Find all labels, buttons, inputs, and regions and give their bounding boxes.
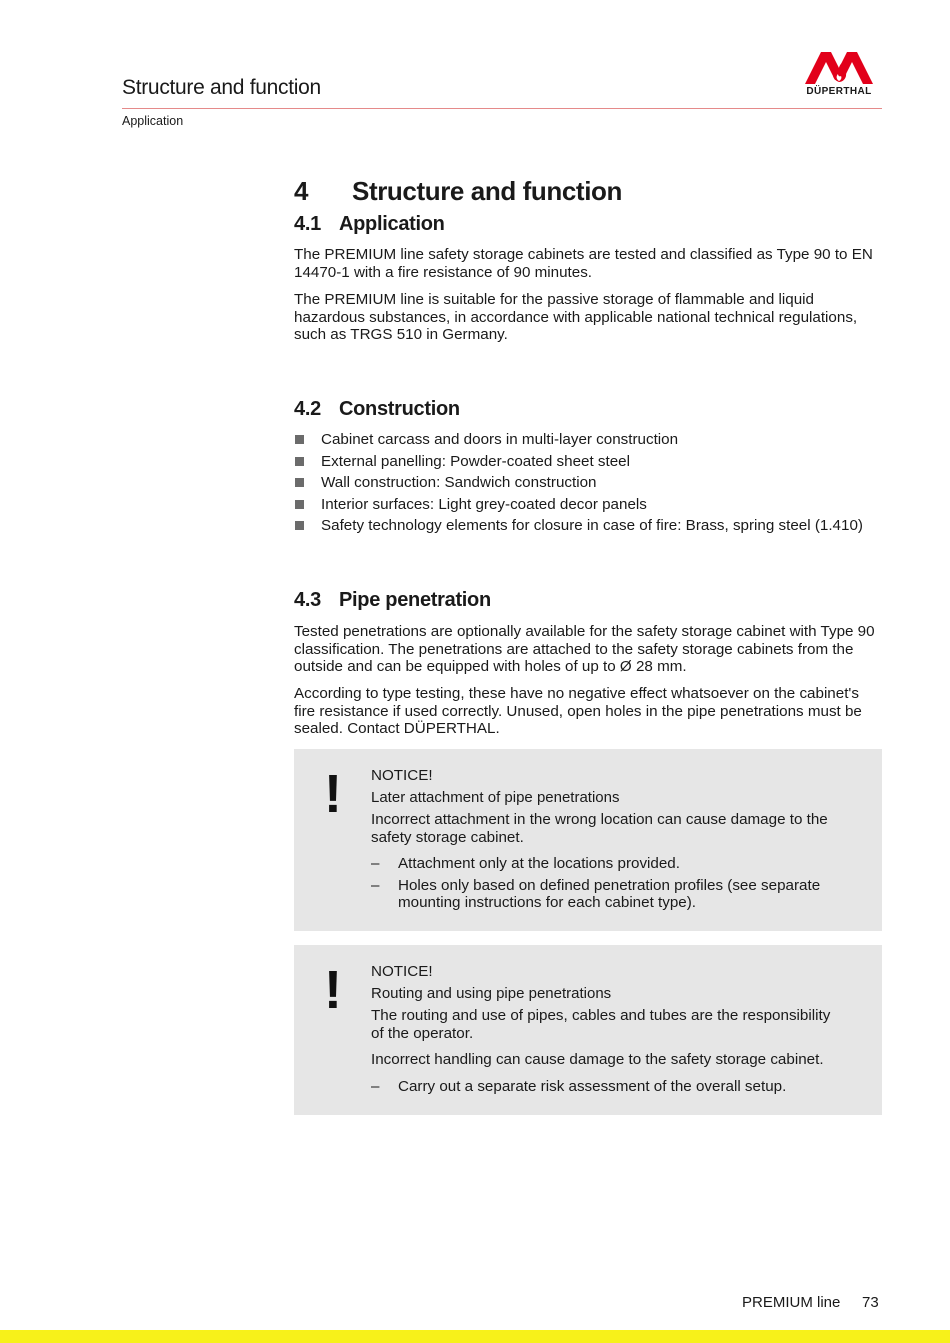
square-bullet-icon	[295, 435, 304, 444]
running-header-subtitle: Application	[122, 114, 184, 128]
notice-label: NOTICE!	[371, 767, 433, 784]
section-heading-construction	[294, 398, 460, 421]
section-number: 4.1	[294, 213, 321, 235]
dash-bullet-icon: –	[371, 1077, 380, 1095]
footer-bar	[0, 1330, 950, 1343]
dash-bullet-icon: –	[371, 855, 380, 872]
notice-text: The routing and use of pipes, cables and tubes are the responsibility of the operator.	[371, 1007, 831, 1042]
notice-body	[371, 963, 841, 1099]
list-item: Cabinet carcass and doors in multi-layer construction	[294, 429, 882, 451]
chapter-heading	[294, 176, 622, 207]
list-item: – Attachment only at the locations provided.	[371, 855, 680, 872]
section-heading-application	[294, 213, 445, 236]
notice-text: Incorrect handling can cause damage to the safety storage cabinet.	[371, 1051, 824, 1068]
logo-mark-icon	[803, 50, 875, 86]
notice-body	[371, 767, 841, 916]
exclamation-icon: !	[324, 764, 342, 824]
chapter-number: 4	[294, 176, 309, 206]
square-bullet-icon	[295, 500, 304, 509]
header-rule	[122, 108, 882, 109]
notice-title: Routing and using pipe penetrations	[371, 985, 612, 1002]
list-item: Interior surfaces: Light grey-coated decor panels	[294, 494, 882, 516]
logo-text: DÜPERTHAL	[806, 86, 872, 97]
notice-text: Incorrect attachment in the wrong location can cause damage to the safety storage cabinet.	[371, 811, 828, 846]
square-bullet-icon	[295, 521, 304, 530]
chapter-title: Structure and function	[352, 176, 622, 206]
list-item: Safety technology elements for closure in case of fire: Brass, spring steel (1.410)	[294, 515, 882, 537]
square-bullet-icon	[295, 478, 304, 487]
square-bullet-icon	[295, 457, 304, 466]
brand-logo	[803, 50, 875, 100]
paragraph: The PREMIUM line safety storage cabinets are tested and classified as Type 90 to EN 14470-1 with a fire resistance of 90 minutes.	[294, 246, 873, 281]
list-item: External panelling: Powder-coated sheet steel	[294, 451, 882, 473]
notice-list	[371, 855, 841, 912]
section-number: 4.2	[294, 398, 321, 420]
paragraph: The PREMIUM line is suitable for the passive storage of flammable and liquid hazardous substances, in accordance with applicable national technical regulations, such as TRGS 510 in Germany.	[294, 291, 858, 343]
construction-list	[294, 429, 882, 537]
section-title: Pipe penetration	[339, 589, 491, 611]
notice-label: NOTICE!	[371, 963, 433, 980]
running-header-title: Structure and function	[122, 76, 321, 99]
section-number: 4.3	[294, 589, 321, 611]
paragraph: Tested penetrations are optionally available for the safety storage cabinet with Type 90 classification. The penetrations are attached to the safety storage cabinets from the outside and can be equipped with holes of up to Ø 28 mm.	[294, 623, 875, 675]
section-title: Construction	[339, 398, 460, 420]
dash-bullet-icon: –	[371, 876, 380, 894]
list-item: – Carry out a separate risk assessment of the overall setup.	[371, 1077, 787, 1095]
paragraph: According to type testing, these have no negative effect whatsoever on the cabinet's fire resistance if used correctly. Unused, open holes in the pipe penetrations must be sealed. Contact DÜPERTHAL.	[294, 685, 862, 737]
footer-product: PREMIUM line	[742, 1294, 841, 1311]
notice-box	[294, 749, 882, 931]
exclamation-icon: !	[324, 960, 342, 1020]
notice-box	[294, 945, 882, 1115]
notice-list	[371, 1078, 841, 1096]
section-title: Application	[339, 213, 445, 235]
page-number: 73	[862, 1294, 879, 1311]
section-heading-pipe-penetration	[294, 589, 491, 612]
notice-title: Later attachment of pipe penetrations	[371, 789, 620, 806]
list-item: Wall construction: Sandwich construction	[294, 472, 882, 494]
list-item: – Holes only based on defined penetration profiles (see separate mounting instructions for each cabinet type).	[371, 876, 821, 911]
